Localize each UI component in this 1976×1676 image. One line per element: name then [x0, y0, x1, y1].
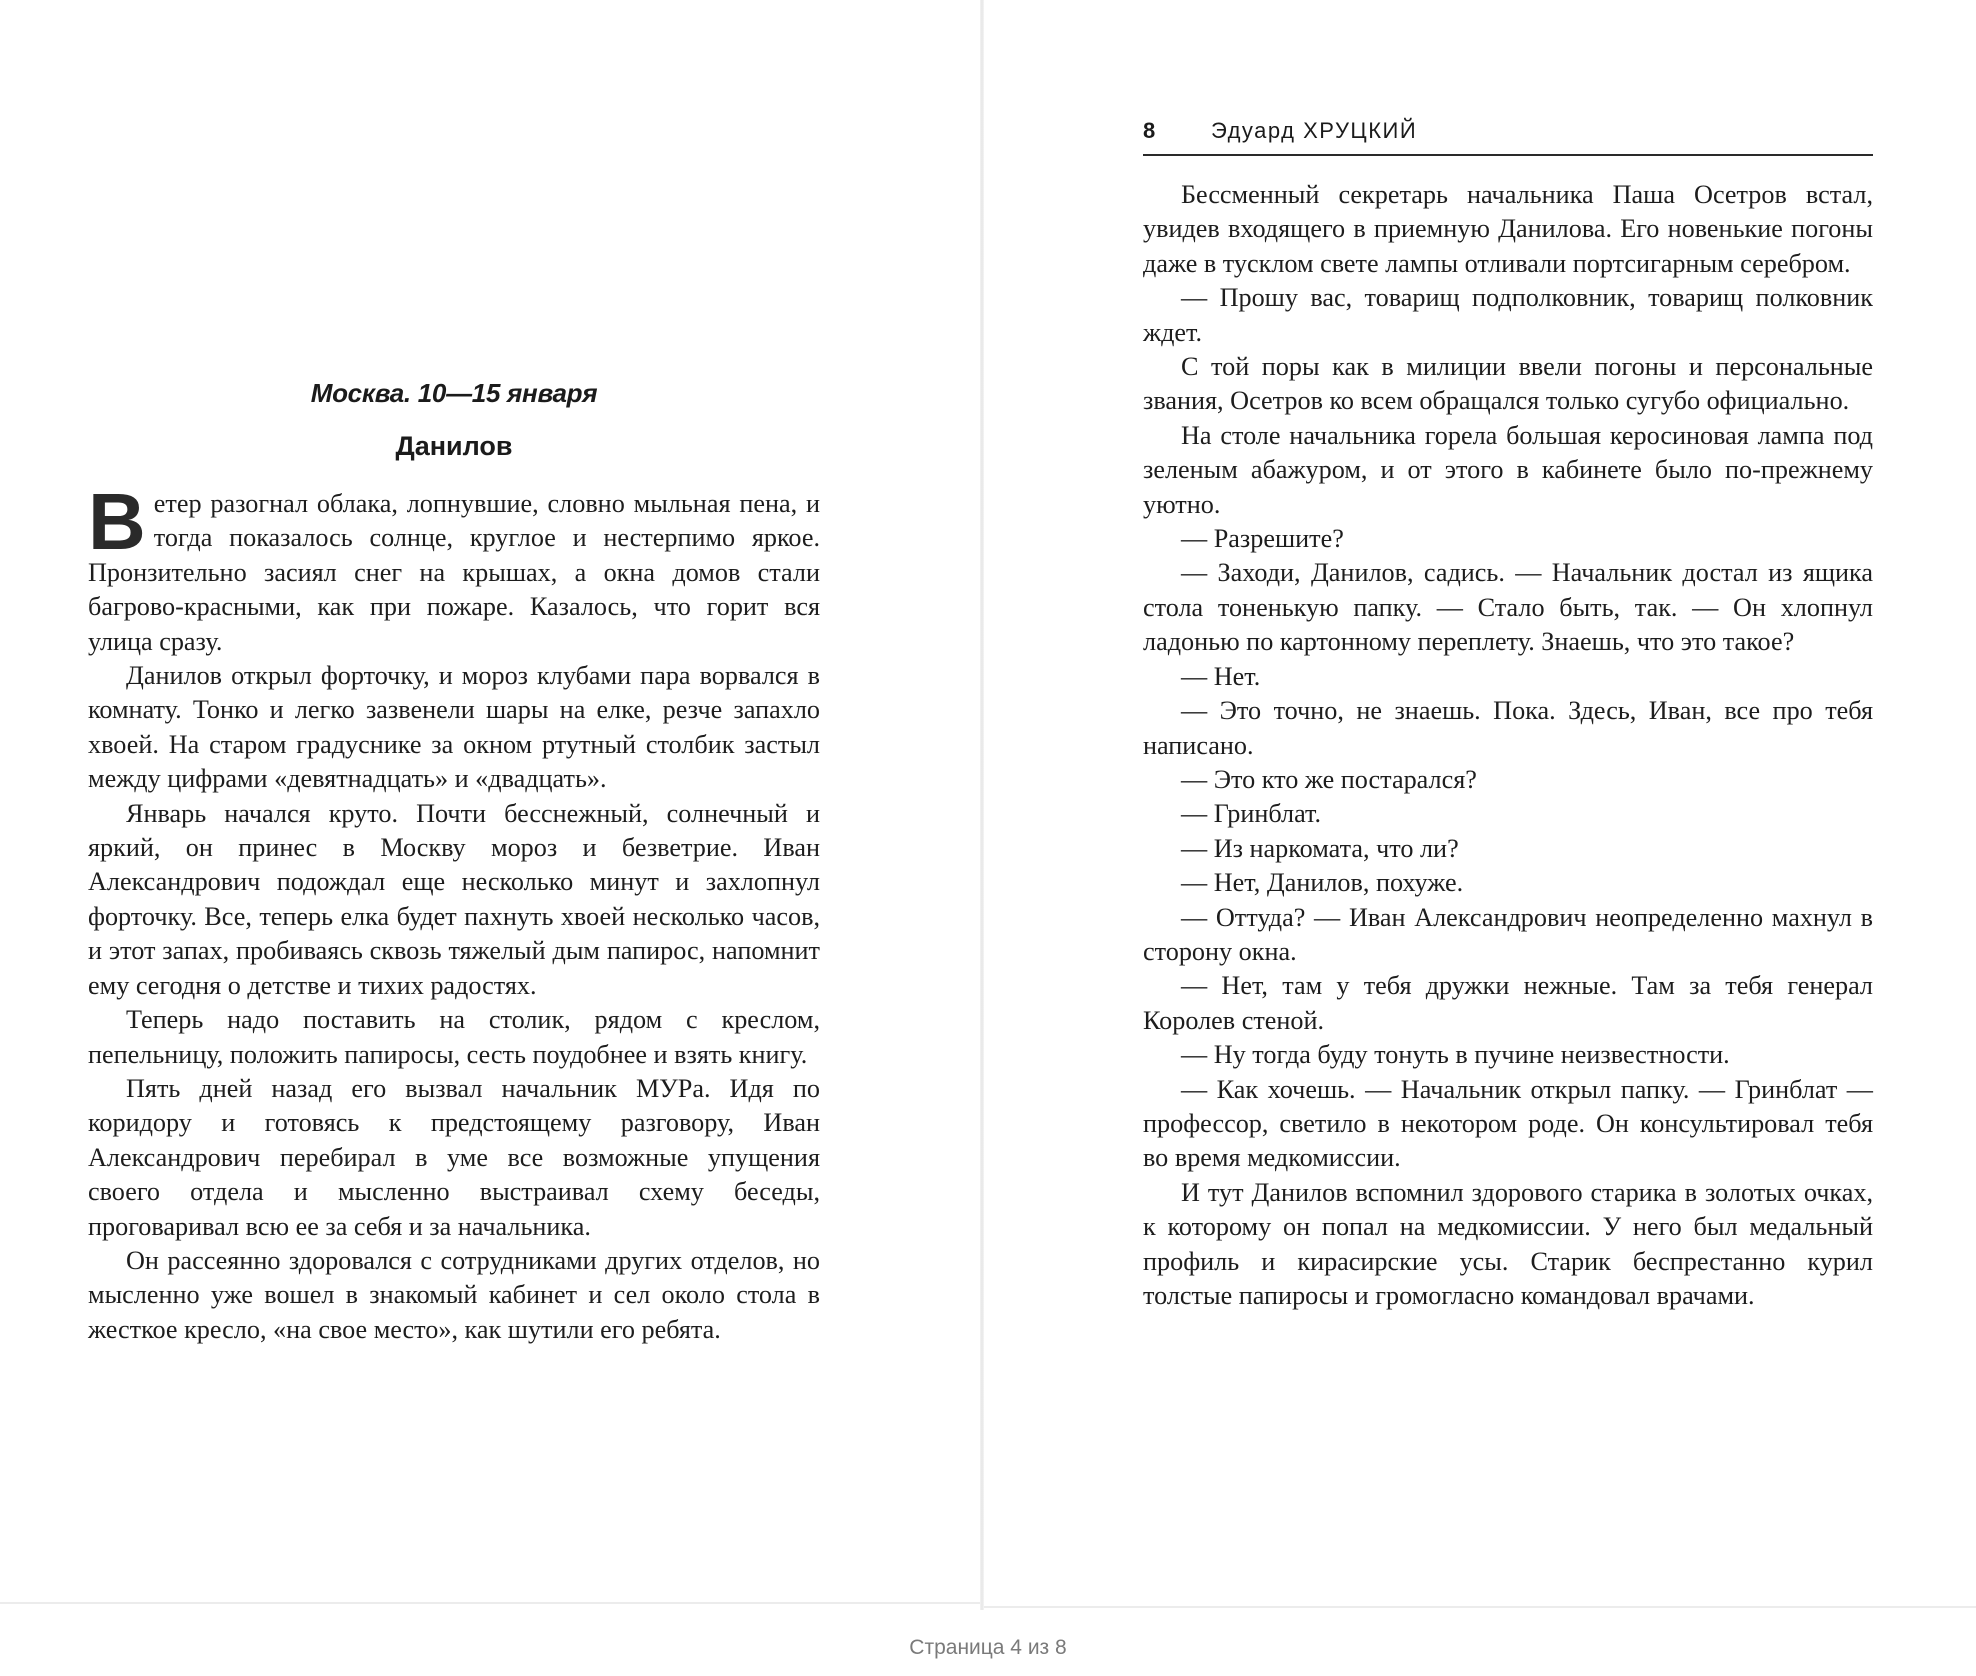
paragraph	[88, 477, 820, 659]
paragraph: И тут Данилов вспомнил здорового старика в золотых очках, к которому он попал на медкомиссии. У него был медальный профиль и кирасирские усы. Старик беспрестанно курил толстые папиросы и громогласно командовал врачами.	[1143, 1177, 1873, 1310]
right-page-text	[1143, 178, 1873, 1313]
paragraph: Он рассеянно здоровался с сотрудниками других отделов, но мысленно уже вошел в знакомый кабинет и сел около стола в жесткое кресло, «на свое место», как шутили его ребята.	[88, 1245, 820, 1344]
paragraph: Январь начался круто. Почти бесснежный, солнечный и яркий, он принес в Москву мороз и безветрие. Иван Александрович подождал еще несколько минут и захлопнул форточку. Все, теперь елка будет пахнуть хвоей несколько часов, и этот запах, пробиваясь сквозь тяжелый дым папирос, напомнит ему сегодня о детстве и тихих радостях.	[88, 798, 820, 1000]
paragraph: — Оттуда? — Иван Александрович неопределенно махнул в сторону окна.	[1143, 902, 1873, 966]
paragraph: — Как хочешь. — Начальник открыл папку. — Гринблат — профессор, светило в некотором роде. Он консультировал тебя во время медкомиссии.	[1143, 1074, 1873, 1173]
paragraph: — Из наркомата, что ли?	[1181, 833, 1459, 863]
paragraph: Данилов открыл форточку, и мороз клубами пара ворвался в комнату. Тонко и легко зазвенели шары на елке, резче запахло хвоей. На старом градуснике за окном ртутный столбик застыл между цифрами «девятнадцать» и «двадцать».	[88, 661, 820, 794]
paragraph: — Это точно, не знаешь. Пока. Здесь, Иван, все про тебя написано.	[1143, 696, 1873, 760]
page-number: 8	[1143, 118, 1156, 143]
running-header	[1143, 116, 1873, 156]
paragraph: — Гринблат.	[1181, 799, 1322, 829]
chapter-place-date: Москва. 10—15 января	[310, 378, 598, 408]
paragraph: — Нет.	[1181, 661, 1261, 691]
paragraph: Бессменный секретарь начальника Паша Осетров встал, увидев входящего в приемную Данилова. Его новенькие погоны даже в тусклом свете лампы отливали портсигарным серебром.	[1143, 180, 1873, 278]
status-bar	[0, 1610, 1976, 1676]
drop-cap: В	[88, 477, 146, 566]
paragraph: — Нет, Данилов, похуже.	[1181, 868, 1464, 898]
paragraph: Теперь надо поставить на столик, рядом с креслом, пепельницу, положить папиросы, сесть поудобнее и взять книгу.	[88, 1005, 820, 1069]
page-indicator: Страница 4 из 8	[909, 1636, 1067, 1659]
paragraph: — Заходи, Данилов, садись. — Начальник достал из ящика стола тоненькую папку. — Стало быть, так. — Он хлопнул ладонью по картонному переплету. Знаешь, что это такое?	[1143, 558, 1873, 657]
paragraph: На столе начальника горела большая керосиновая лампа под зеленым абажуром, и от этого в кабинете было по-прежнему уютно.	[1143, 420, 1873, 519]
paragraph: — Разрешите?	[1181, 524, 1344, 554]
left-page-text	[88, 477, 820, 1347]
paragraph: — Это кто же постарался?	[1181, 764, 1477, 794]
paragraph: Пять дней назад его вызвал начальник МУРа. Идя по коридору и готовясь к предстоящему разговору, Иван Александрович перебирал в уме все возможные упущения своего отдела и мысленно выстраивал схему беседы, проговаривал всю ее за себя и за начальника.	[88, 1073, 820, 1241]
paragraph: С той поры как в милиции ввели погоны и персональные звания, Осетров ко всем обращался только сугубо официально.	[1143, 352, 1873, 416]
paragraph: — Прошу вас, товарищ подполковник, товарищ полковник ждет.	[1143, 283, 1873, 347]
paragraph: — Нет, там у тебя дружки нежные. Там за тебя генерал Королев стеной.	[1143, 971, 1873, 1035]
running-author: Эдуард ХРУЦКИЙ	[1211, 118, 1418, 143]
chapter-title: Данилов	[395, 431, 513, 461]
left-page	[0, 0, 980, 1604]
page-edge	[984, 1606, 1976, 1608]
page-edge	[0, 1602, 980, 1604]
paragraph-text: етер разогнал облака, лопнувшие, словно мыльная пена, и тогда показалось солнце, круглое и нестерпимо яркое. Пронзительно засиял снег на крышах, а окна домов стали багрово-красными, как при пожаре. Казалось, что горит вся улица сразу.	[88, 489, 820, 656]
paragraph: — Ну тогда буду тонуть в пучине неизвестности.	[1181, 1040, 1730, 1070]
